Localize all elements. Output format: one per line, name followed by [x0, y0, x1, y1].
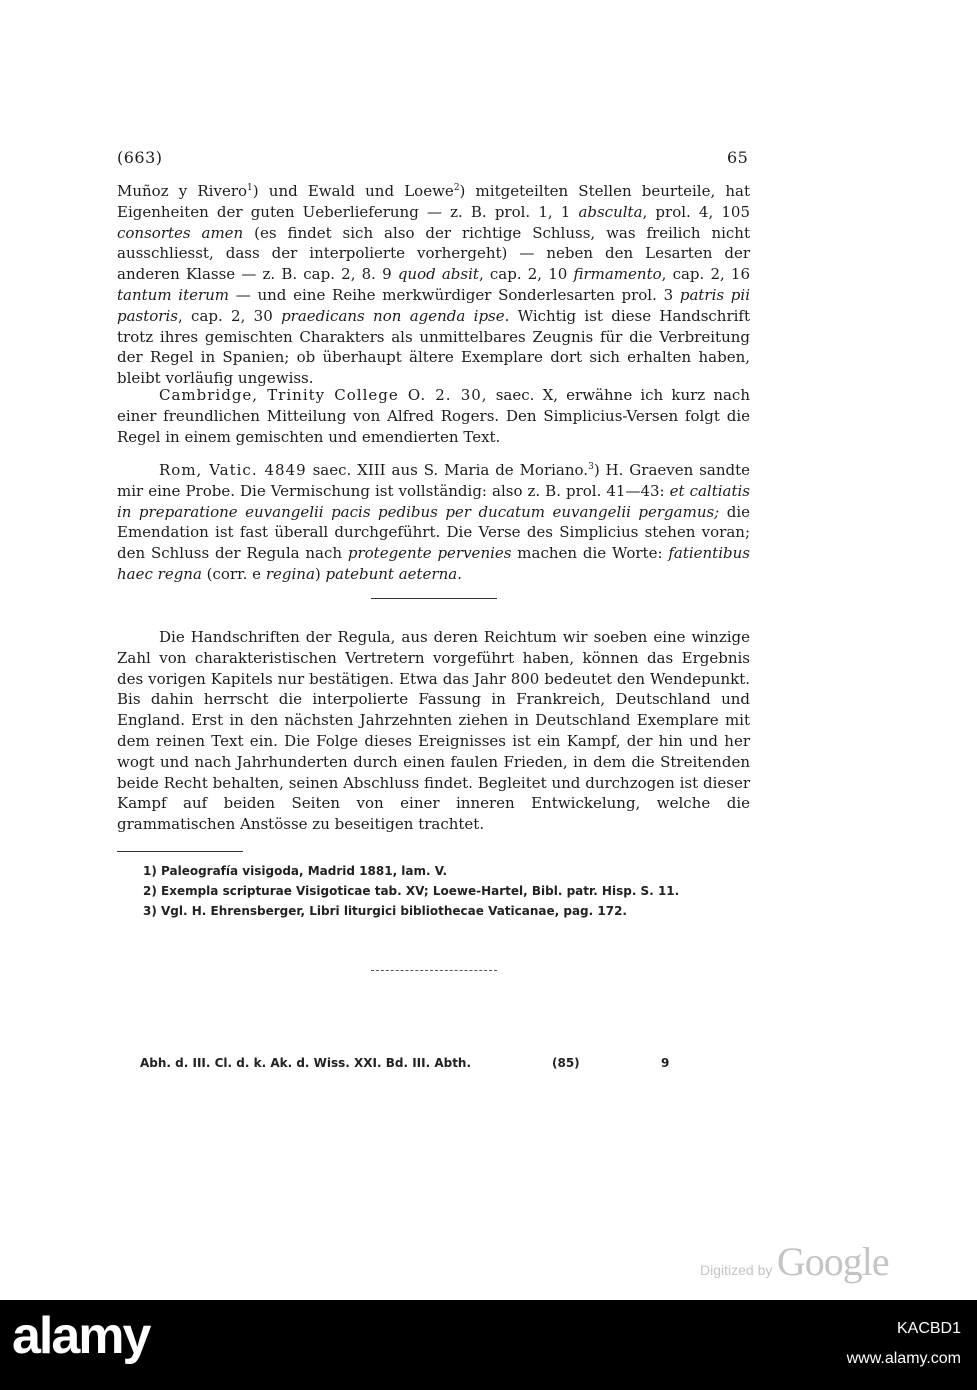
latin-quote: firmamento: [573, 265, 662, 284]
text-run: saec. XIII aus S. Maria de Moriano.: [306, 461, 589, 479]
google-watermark: [700, 1238, 889, 1285]
latin-quote: protegente pervenies: [347, 544, 512, 563]
paragraph-handschriften: [117, 627, 750, 835]
text-run: ) H. Graeven sandte mir eine Probe. Die Vermischung ist vollständig: also z. B. prol. 41—43:: [117, 461, 750, 500]
latin-quote: absculta: [578, 202, 643, 221]
text-run: , cap. 2, 16: [661, 265, 751, 284]
latin-quote: consortes amen: [117, 223, 244, 242]
footnote-1: 1) Paleografía visigoda, Madrid 1881, lam. V.: [143, 864, 448, 878]
alamy-logo: alamy: [12, 1307, 150, 1365]
alamy-url: www.alamy.com: [846, 1350, 961, 1367]
footnote-marker: 2: [453, 183, 460, 193]
footnote-marker: 3: [588, 462, 594, 472]
text-run: — und eine Reihe merkwürdiger Sonderlesarten prol. 3: [229, 285, 680, 304]
text-run: machen die Worte:: [511, 544, 669, 563]
latin-quote: patebunt aeterna: [325, 564, 458, 583]
text-run: .: [457, 564, 462, 583]
end-divider: [371, 970, 497, 971]
text-run: ): [314, 564, 326, 583]
text-run: , cap. 2, 10: [478, 265, 574, 284]
text-run: . Wichtig ist diese Handschrift trotz ihres gemischten Charakters als unmittelbares Zeugnis für die Verbreitung der Regel in Spanien; ob überhaupt ältere Exemplare dort sich erhalten haben, bleibt vorläufig ungewiss.: [117, 306, 751, 388]
latin-quote: et caltiatis in preparatione euvangelii pacis pedibus per ducatum euvangelii pergamus;: [117, 481, 750, 521]
text-run: ) mitgeteilten Stellen beurteile, hat Eigenheiten der guten Ueberlieferung — z. B. prol. 1, 1: [117, 182, 750, 221]
text-run: ) und Ewald und Loewe: [252, 182, 454, 200]
text-run: , prol. 4, 105: [642, 202, 750, 221]
latin-quote: regina: [265, 564, 315, 583]
latin-quote: patris pii pastoris: [117, 285, 751, 325]
footnote-3: 3) Vgl. H. Ehrensberger, Libri liturgici bibliothecae Vaticanae, pag. 172.: [143, 904, 627, 918]
stock-watermark-bar: [0, 1300, 977, 1390]
text-run: saec. X, erwähne ich kurz nach einer freundlichen Mitteilung von Alfred Rogers. Den Simplicius-Versen folgt die Regel in einem gemischten und emendierten Text.: [117, 386, 750, 446]
text-run: die Emendation ist fast überall durchgeführt. Die Verse des Simplicius stehen voran; den Schluss der Regula nach: [117, 502, 751, 563]
footnote-marker: 1: [247, 183, 253, 193]
paragraph-1: [117, 178, 750, 389]
paragraph-cambridge: [117, 385, 750, 447]
footer-signature: 9: [661, 1056, 670, 1070]
latin-quote: quod absit: [397, 265, 479, 284]
footnote-divider: [117, 851, 243, 852]
image-id: KACBD1: [896, 1320, 961, 1337]
header-page-number: 65: [727, 148, 749, 167]
text-run: Rom, Vatic. 4849: [159, 461, 307, 479]
header-page-ref: (663): [117, 148, 163, 167]
latin-quote: tantum iterum: [117, 285, 230, 304]
latin-quote: fatientibus haec regna: [117, 544, 750, 583]
footnote-2: 2) Exempla scripturae Visigoticae tab. XV; Loewe-Hartel, Bibl. patr. Hisp. S. 11.: [143, 884, 680, 898]
watermark-prefix: Digitized by: [700, 1262, 773, 1278]
text-run: (corr. e: [201, 564, 266, 583]
text-run: Muñoz y Rivero: [117, 182, 248, 200]
section-divider: [371, 598, 497, 599]
paragraph-rom: [117, 457, 750, 585]
footer-sheet-number: (85): [552, 1056, 580, 1070]
footer-citation: Abh. d. III. Cl. d. k. Ak. d. Wiss. XXI. Bd. III. Abth.: [140, 1056, 472, 1070]
text-run: Cambridge, Trinity College O. 2. 30,: [159, 386, 488, 404]
text-run: Die Handschriften der Regula, aus deren Reichtum wir soeben eine winzige Zahl von charakteristischen Vertretern vorgeführt haben, können das Ergebnis des vorigen Kapitels nur bestätigen. Etwa das Jahr 800 bedeutet den Wendepunkt. Bis dahin herrscht die interpolierte Fassung in Frankreich, Deutschland und England. Erst in den nächsten Jahrzehnten ziehen in Deutschland Exemplare mit dem reinen Text ein. Die Folge dieses Ereignisses ist ein Kampf, der hin und her wogt und nach Jahrhunderten durch einen faulen Frieden, in dem die Streitenden beide Recht behalten, seinen Abschluss findet. Begleitet und durchzogen ist dieser Kampf auf beiden Seiten von einer inneren Entwickelung, welche die grammatischen Anstösse zu beseitigen trachtet.: [117, 628, 750, 834]
text-run: (es findet sich also der richtige Schluss, was freilich nicht ausschliesst, dass der interpolierte vorhergeht) — neben den Lesarten der anderen Klasse — z. B. cap. 2, 8. 9: [117, 223, 750, 284]
latin-quote: praedicans non agenda ipse: [281, 306, 505, 325]
text-run: , cap. 2, 30: [177, 306, 282, 325]
google-logo: Google: [776, 1239, 889, 1284]
